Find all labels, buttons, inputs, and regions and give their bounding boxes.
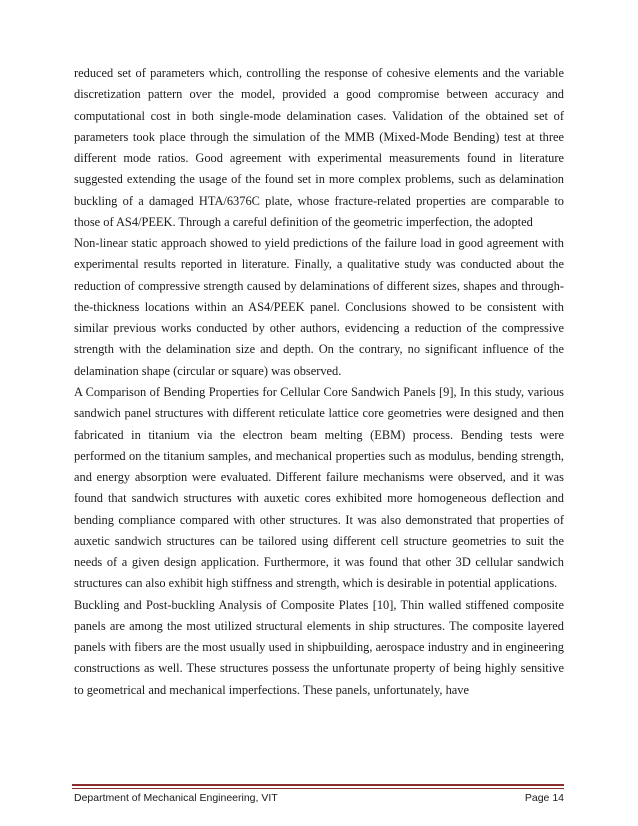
paragraph-buckling-composite: Buckling and Post-buckling Analysis of Composite Plates [10], Thin walled stiffened composite panels are among the most utilized structural elements in ship structures. The composite layered panels with fibers are the most usually used in shipbuilding, aerospace industry and in engineering constructions as well. These structures possess the unfortunate property of being highly sensitive to geometrical and mechanical imperfections. These panels, unfortunately, have <box>74 597 564 697</box>
footer-page-number: Page 14 <box>524 792 564 804</box>
paragraph-sandwich-panels: A Comparison of Bending Properties for Cellular Core Sandwich Panels [9], In this study, various sandwich panel structures with different reticulate lattice core geometries were designed and then fabricated in titanium via the electron beam melting (EBM) process. Bending tests were performed on the titanium samples, and mechanical properties such as modulus, bending strength, and energy absorption were evaluated. Different failure mechanisms were observed, and it was found that sandwich structures with auxetic cores exhibited more homogeneous deflection and bending compliance compared with other structures. It was also demonstrated that properties of auxetic sandwich structures can be tailored using different cell structure geometries to suit the needs of a given design application. Furthermore, it was found that other 3D cellular sandwich structures can also exhibit high stiffness and strength, which is desirable in potential applications. <box>74 384 564 591</box>
paragraph-nonlinear-static: Non-linear static approach showed to yield predictions of the failure load in good agreement with experimental results reported in literature. Finally, a qualitative study was conducted about the reduction of compressive strength caused by delaminations of different sizes, shapes and through-the-thickness locations within an AS4/PEEK panel. Conclusions showed to be consistent with similar previous works conducted by other authors, evidencing a reduction of the compressive strength with the delamination size and depth. On the contrary, no significant influence of the delamination shape (circular or square) was observed. <box>74 236 564 378</box>
footer-rule <box>72 784 564 786</box>
page-footer <box>74 792 564 804</box>
body-text <box>74 63 564 701</box>
paragraph-delamination-parameters: reduced set of parameters which, controlling the response of cohesive elements and the variable discretization pattern over the model, provided a good compromise between accuracy and computational cost in both single-mode delamination cases. Validation of the obtained set of parameters took place through the simulation of the MMB (Mixed-Mode Bending) test at three different mode ratios. Good agreement with experimental measurements found in literature suggested extending the usage of the found set in more complex problems, such as delamination buckling of a damaged HTA/6376C plate, whose fracture-related properties are comparable to those of AS4/PEEK. Through a careful definition of the geometric imperfection, the adopted <box>74 66 564 229</box>
footer-rule-thin <box>72 788 564 789</box>
footer-department: Department of Mechanical Engineering, VIT <box>74 792 278 804</box>
